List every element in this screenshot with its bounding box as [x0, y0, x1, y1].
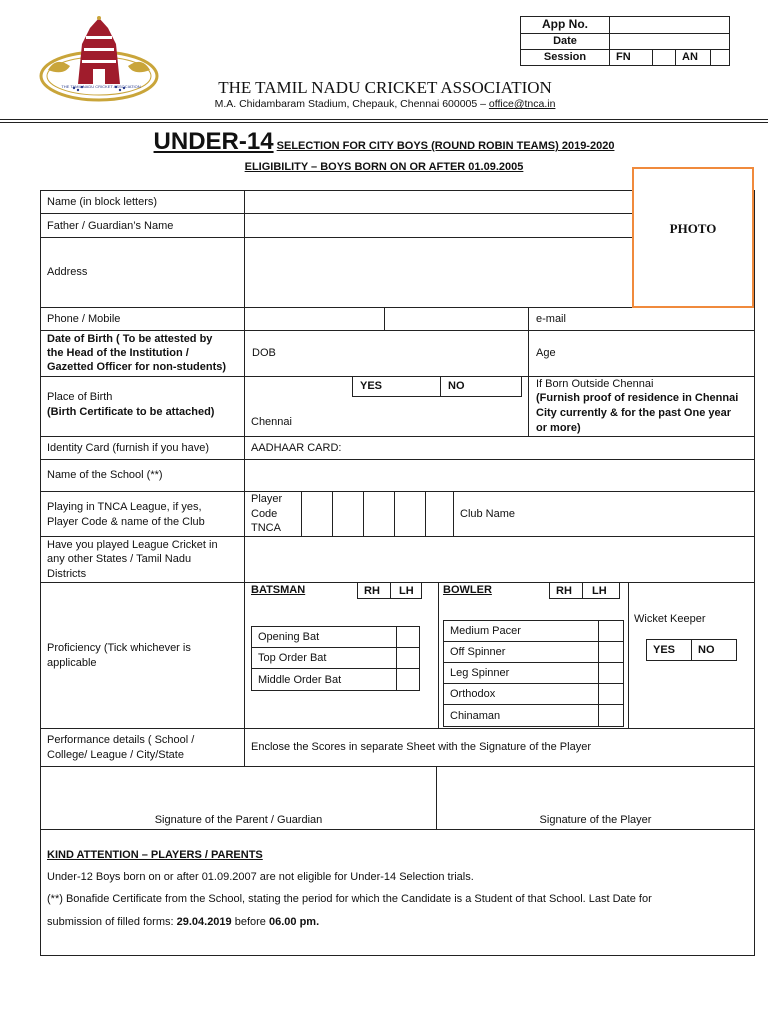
- bowl-item: Leg Spinner: [450, 667, 510, 679]
- email-link[interactable]: office@tnca.in: [488, 98, 556, 110]
- bat-rh-label: RH: [364, 585, 380, 597]
- header-rule-bottom: [0, 122, 768, 123]
- bat-item: Top Order Bat: [258, 652, 327, 664]
- bat-lh-label: LH: [399, 585, 414, 597]
- label-other-1: Have you played League Cricket in: [47, 539, 218, 551]
- phone-input[interactable]: [245, 308, 528, 330]
- label-pob-2: (Birth Certificate to be attached): [47, 406, 215, 418]
- date-label: Date: [553, 35, 577, 47]
- father-input[interactable]: [245, 214, 633, 237]
- last-time: 06.00 pm.: [268, 916, 320, 928]
- tick-medium-pacer[interactable]: [598, 620, 624, 642]
- notes-line-2: (**) Bonafide Certificate from the School, stating the period for which the Candidate is a Student of that School. Last Date for: [47, 893, 652, 905]
- tick-leg-spinner[interactable]: [598, 662, 624, 684]
- player-code-digit[interactable]: [364, 492, 394, 536]
- school-input[interactable]: [245, 460, 754, 491]
- label-tnca-1: Playing in TNCA League, if yes,: [47, 501, 202, 513]
- label-club: Club Name: [460, 508, 516, 520]
- notes-heading: KIND ATTENTION – PLAYERS / PARENTS: [47, 849, 263, 861]
- label-aadhaar: AADHAAR CARD:: [251, 442, 342, 454]
- form-title: [100, 128, 668, 160]
- org-address: [180, 97, 590, 111]
- label-other-2: any other States / Tamil Nadu: [47, 553, 192, 565]
- player-code-2: Code: [251, 508, 278, 520]
- logo-caption: THE TAMIL NADU CRICKET ASSOCIATION: [61, 84, 141, 89]
- label-perf-1: Performance details ( School /: [47, 734, 195, 746]
- batsman-table: [251, 626, 420, 691]
- name-input[interactable]: [245, 191, 633, 213]
- tick-middle-order-bat[interactable]: [396, 668, 420, 691]
- label-dob-2: the Head of the Institution /: [47, 347, 189, 359]
- player-code-digit[interactable]: [302, 492, 332, 536]
- org-name: THE TAMIL NADU CRICKET ASSOCIATION: [218, 78, 552, 97]
- perf-note: Enclose the Scores in separate Sheet with the Signature of the Player: [251, 741, 591, 753]
- bowler-heading: BOWLER: [443, 584, 492, 596]
- batsman-heading: BATSMAN: [251, 584, 306, 596]
- outside-3: City currently & for the past One year: [536, 407, 731, 419]
- player-code-digit[interactable]: [395, 492, 425, 536]
- label-father: Father / Guardian’s Name: [47, 220, 174, 232]
- player-code-1: Player: [251, 493, 283, 505]
- tick-off-spinner[interactable]: [598, 641, 624, 663]
- bowl-item: Medium Pacer: [450, 625, 521, 637]
- label-other-3: Districts: [47, 568, 87, 580]
- notes-line-3a: submission of filled forms:: [47, 916, 177, 928]
- label-address: Address: [47, 266, 88, 278]
- label-dob-1: Date of Birth ( To be attested by: [47, 333, 213, 345]
- bowl-lh-label: LH: [592, 585, 607, 597]
- label-prof-2: applicable: [47, 657, 97, 669]
- photo-label: PHOTO: [669, 221, 717, 236]
- title-under14: UNDER-14: [153, 128, 274, 155]
- fn-label: FN: [616, 51, 631, 63]
- bowl-item: Off Spinner: [450, 646, 506, 658]
- address-text: M.A. Chidambaram Stadium, Chepauk, Chennai 600005 –: [214, 98, 489, 110]
- player-code-digit[interactable]: [333, 492, 363, 536]
- bowler-table: [443, 620, 624, 727]
- label-pob-1: Place of Birth: [47, 391, 113, 403]
- wk-no-label: NO: [698, 644, 715, 656]
- label-tnca-2: Player Code & name of the Club: [47, 516, 205, 528]
- outside-1: If Born Outside Chennai: [536, 378, 654, 390]
- tick-orthodox[interactable]: [598, 683, 624, 705]
- address-input[interactable]: [245, 238, 633, 307]
- label-identity: Identity Card (furnish if you have): [47, 442, 210, 454]
- header-rule-top: [0, 119, 768, 120]
- office-use-box: [520, 16, 730, 66]
- tick-top-order-bat[interactable]: [396, 647, 420, 669]
- sig-player-label: Signature of the Player: [539, 814, 652, 826]
- label-dob-field: DOB: [252, 347, 276, 359]
- tick-chinaman[interactable]: [598, 704, 624, 727]
- an-label: AN: [682, 51, 698, 63]
- label-phone: Phone / Mobile: [47, 313, 121, 325]
- title-rest: SELECTION FOR CITY BOYS (ROUND ROBIN TEAMS) 2019-2020: [276, 140, 615, 152]
- notes-line-1: Under-12 Boys born on or after 01.09.2007 are not eligible for Under-14 Selection trials.: [47, 871, 474, 883]
- sig-parent-label: Signature of the Parent / Guardian: [154, 814, 323, 826]
- bowl-rh-label: RH: [556, 585, 572, 597]
- wicket-keeper-label: Wicket Keeper: [634, 613, 706, 625]
- bat-item: Opening Bat: [258, 631, 320, 643]
- player-code-digit[interactable]: [426, 492, 453, 536]
- pob-chennai: Chennai: [251, 416, 292, 428]
- player-code-3: TNCA: [251, 522, 281, 534]
- outside-4: or more): [536, 422, 581, 434]
- label-school: Name of the School (**): [47, 469, 163, 481]
- outside-2: (Furnish proof of residence in Chennai: [536, 392, 739, 404]
- bat-item: Middle Order Bat: [258, 674, 342, 686]
- wk-yes-label: YES: [653, 644, 676, 656]
- label-prof-1: Proficiency (Tick whichever is: [47, 642, 191, 654]
- photo-box[interactable]: [632, 167, 754, 308]
- notes-line-3c: before: [231, 916, 269, 928]
- label-name: Name (in block letters): [47, 196, 158, 208]
- label-dob-3: Gazetted Officer for non-students): [47, 361, 227, 373]
- tnca-logo: [38, 14, 160, 104]
- label-email: e-mail: [536, 313, 566, 325]
- pob-yes-label: YES: [360, 380, 383, 392]
- tick-opening-bat[interactable]: [396, 626, 420, 648]
- session-label: Session: [543, 51, 587, 63]
- label-age: Age: [536, 347, 556, 359]
- pob-no-label: NO: [448, 380, 465, 392]
- app-no-label: App No.: [542, 17, 588, 31]
- eligibility: ELIGIBILITY – BOYS BORN ON OR AFTER 01.09.2005: [244, 161, 524, 173]
- last-date: 29.04.2019: [176, 916, 232, 928]
- notes-line-3: [47, 915, 319, 929]
- label-perf-2: College/ League / City/State: [47, 749, 184, 761]
- bowl-item: Orthodox: [450, 688, 496, 700]
- bowl-item: Chinaman: [450, 710, 501, 722]
